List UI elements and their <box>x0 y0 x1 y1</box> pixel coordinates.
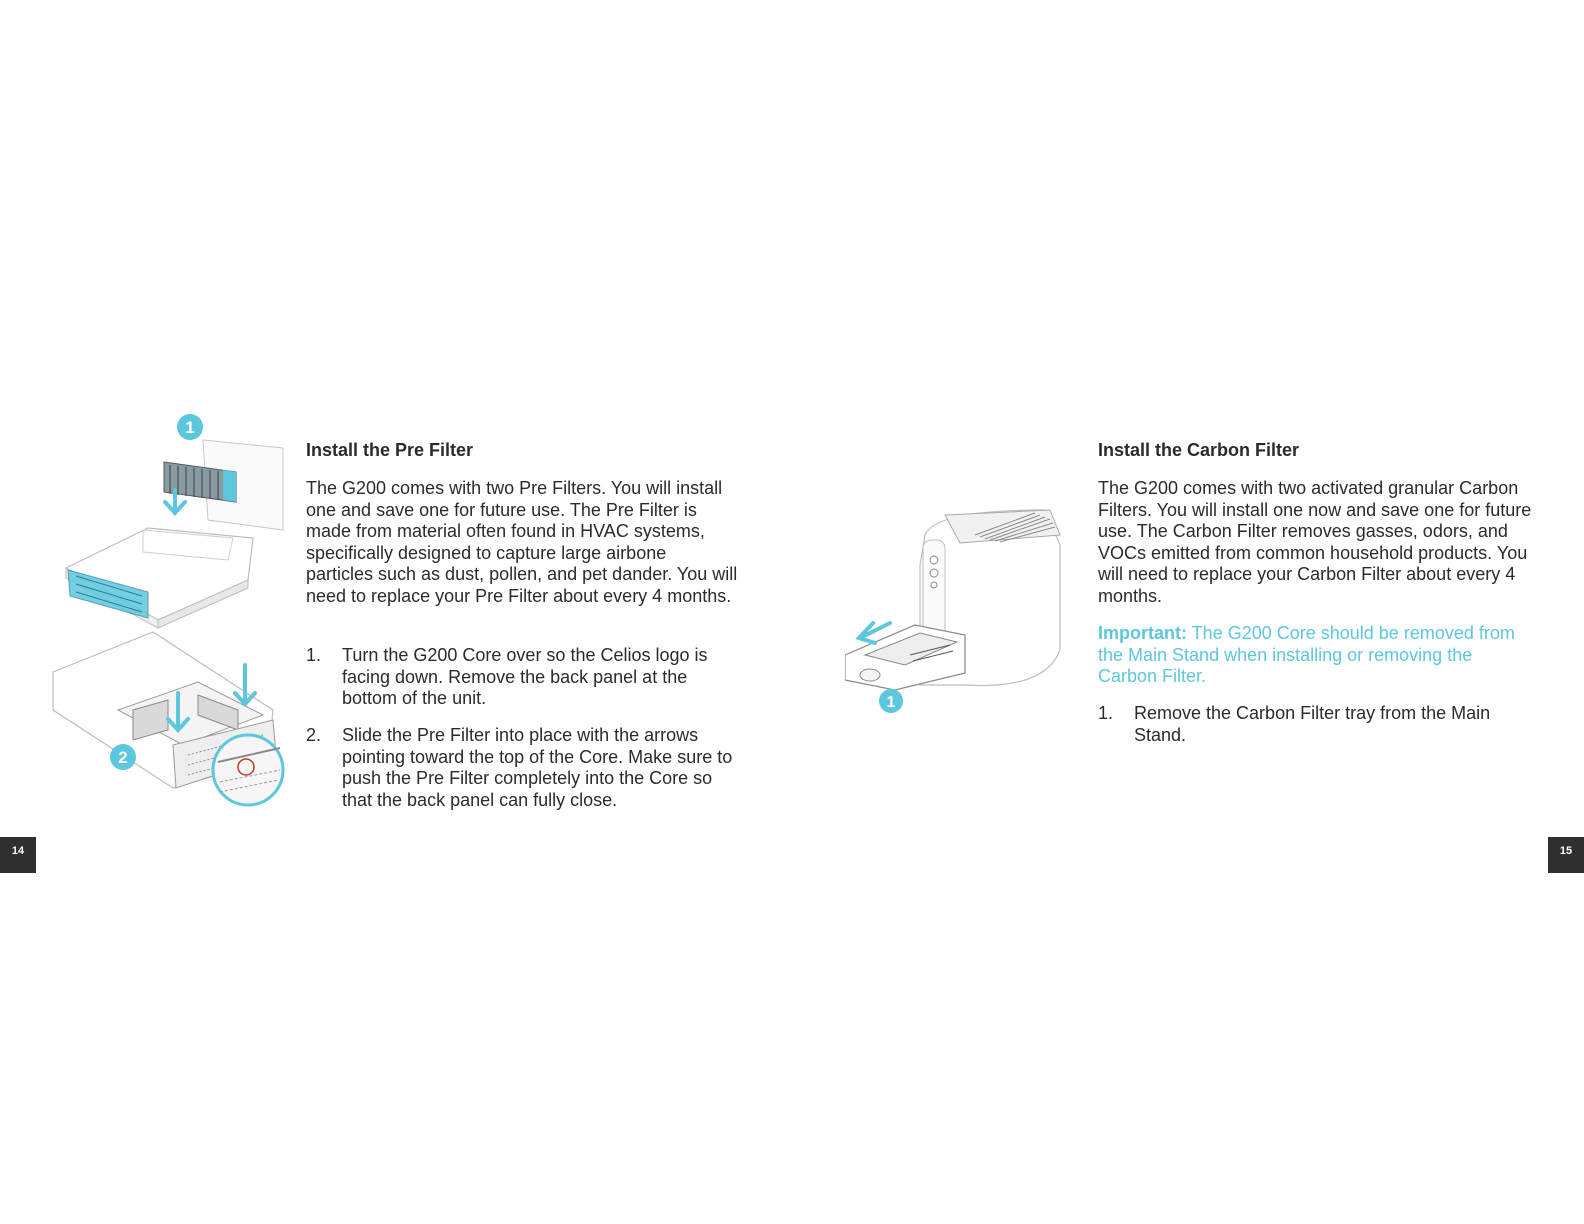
step-text: Slide the Pre Filter into place with the arrows pointing toward the top of the Core. Make sure to push the Pre Filter completely into the Core so that the back panel can fully close. <box>342 725 733 810</box>
core-unit-upper <box>66 528 253 628</box>
page-number-left: 14 <box>0 837 36 873</box>
pre-filter-illustration <box>48 410 293 810</box>
step-number: 1. <box>1098 703 1114 723</box>
step-number: 1. <box>306 645 322 665</box>
left-step-2 <box>306 725 738 811</box>
step-number: 2. <box>306 725 322 745</box>
inset-detail-circle <box>213 735 283 805</box>
step-text: Turn the G200 Core over so the Celios logo is facing down. Remove the back panel at the bottom of the unit. <box>342 645 708 709</box>
important-label: Important: <box>1098 623 1187 643</box>
left-page-heading: Install the Pre Filter <box>306 440 474 460</box>
right-step-1 <box>1098 703 1534 746</box>
page-number-right: 15 <box>1548 837 1584 873</box>
svg-text:2: 2 <box>118 748 128 767</box>
right-page-intro: The G200 comes with two activated granular Carbon Filters. You will install one now and save one for future use. The Carbon Filter removes gasses, odors, and VOCs emitted from common household products. You will need to replace your Carbon Filter about every 4 months. <box>1098 478 1532 606</box>
important-note <box>1098 623 1534 688</box>
svg-text:1: 1 <box>185 418 195 437</box>
carbon-filter-illustration <box>845 505 1075 730</box>
important-text: The G200 Core should be removed from the Main Stand when installing or removing the Carbon Filter. <box>1098 623 1515 687</box>
right-page-heading: Install the Carbon Filter <box>1098 440 1300 460</box>
left-step-1 <box>306 645 738 710</box>
svg-text:1: 1 <box>886 694 896 711</box>
left-page-intro: The G200 comes with two Pre Filters. You will install one and save one for future use. The Pre Filter is made from material often found in HVAC systems, specifically designed to capture large airbone particles such as dust, pollen, and pet dander. You will need to replace your Pre Filter about every 4 months. <box>306 478 738 606</box>
step-text: Remove the Carbon Filter tray from the Main Stand. <box>1134 703 1491 745</box>
